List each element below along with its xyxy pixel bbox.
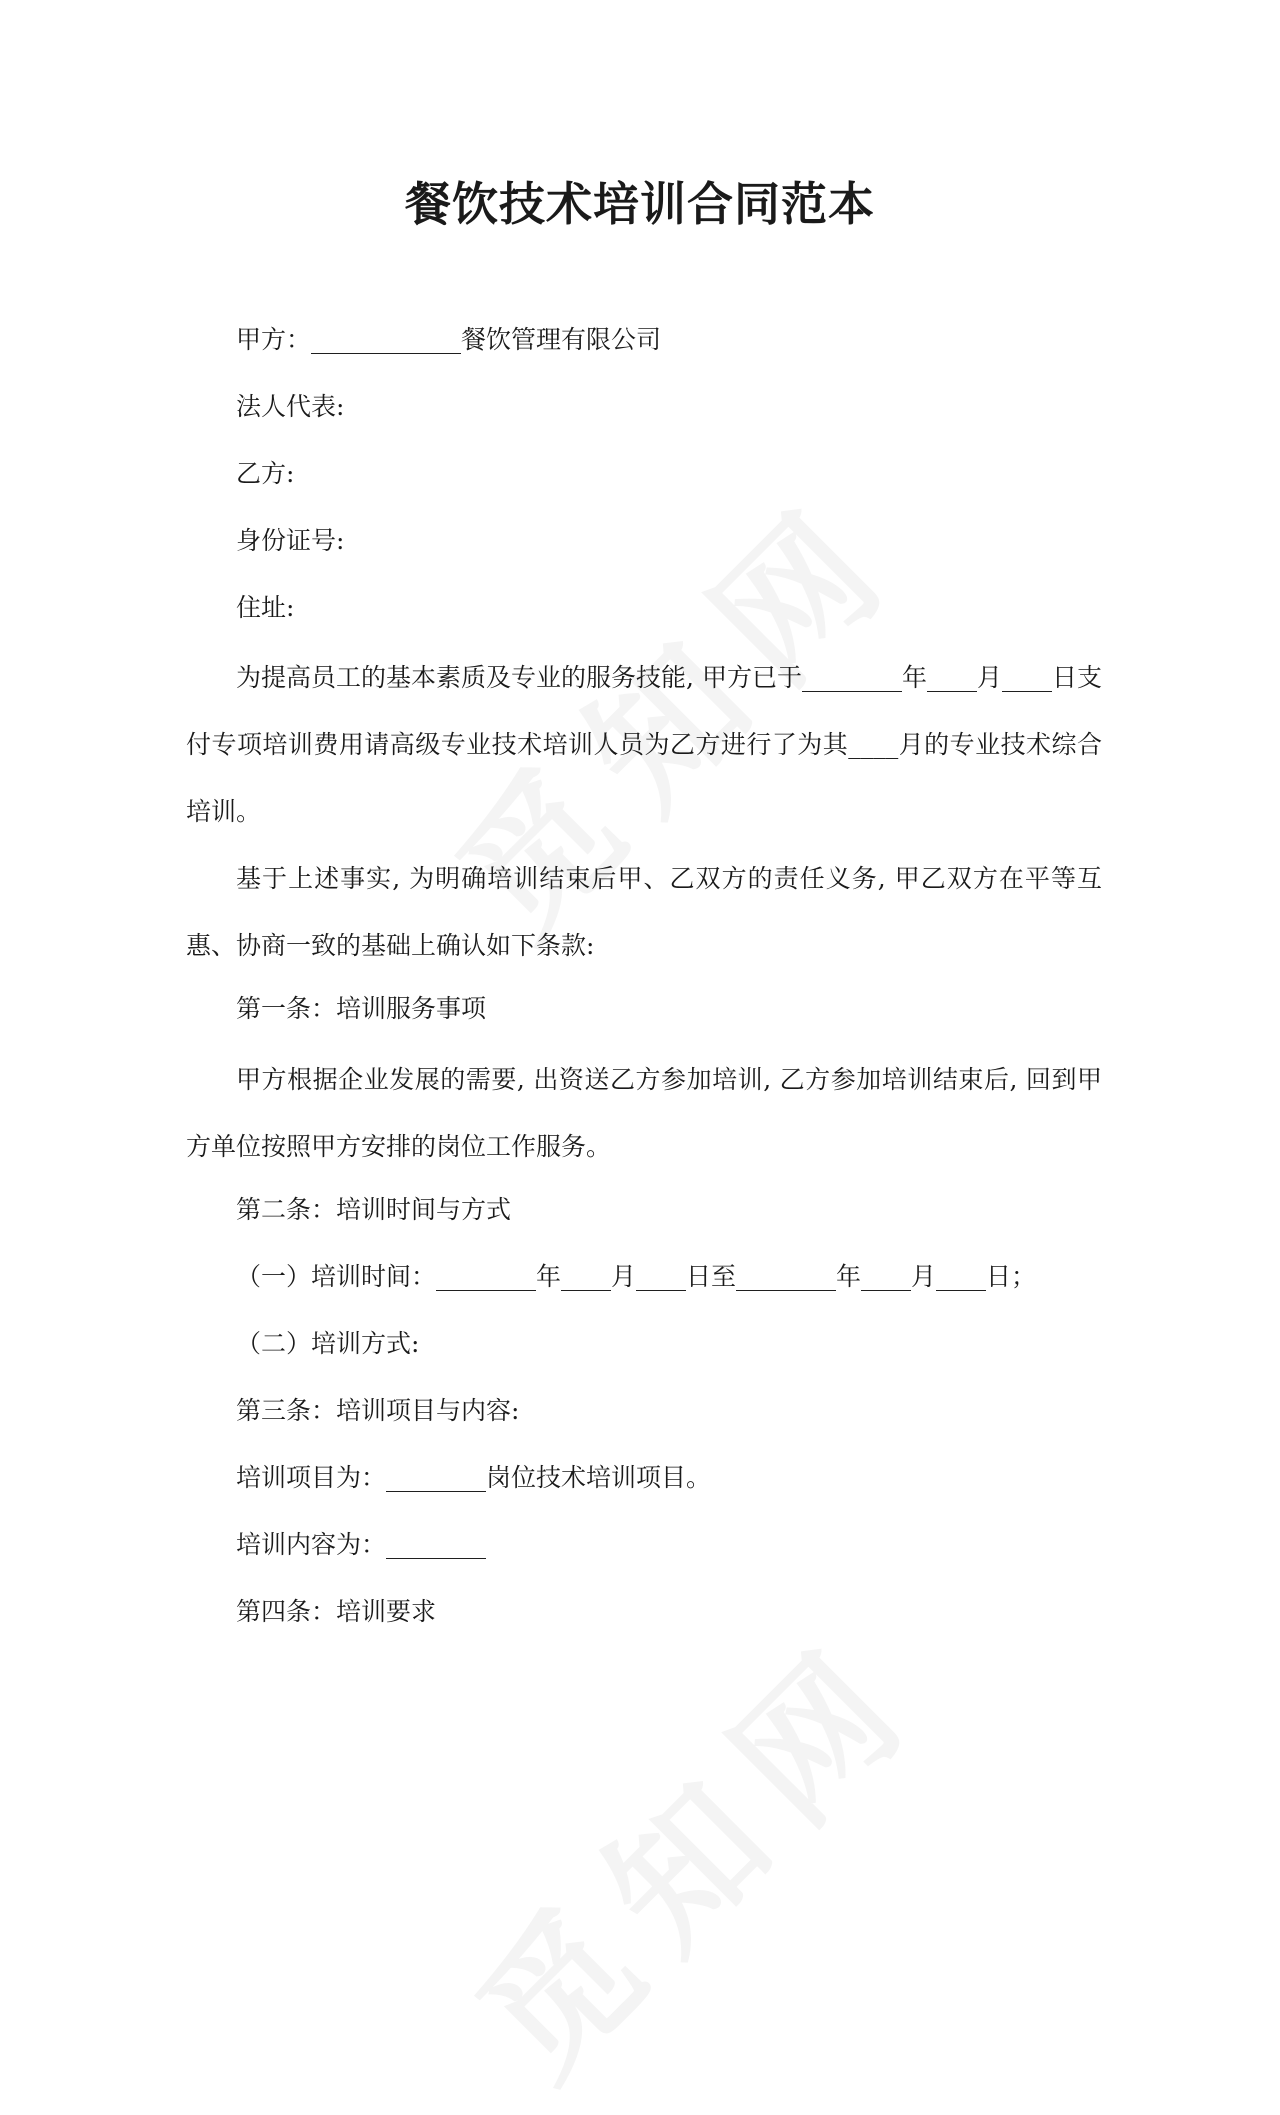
article-3-item-1: 培训项目为：________岗位技术培训项目。 [236, 1463, 712, 1492]
legal-representative-line: 法人代表: [236, 392, 345, 421]
article-3-title: 第三条：培训项目与内容: [236, 1396, 520, 1425]
id-number-line: 身份证号: [236, 526, 345, 555]
article-2-item-2: （二）培训方式: [236, 1329, 420, 1358]
article-2-item-1: （一）培训时间：________年____月____日至________年____月____日； [236, 1262, 1037, 1291]
party-a-line: 甲方：____________餐饮管理有限公司 [236, 325, 662, 354]
watermark-bottom [423, 1581, 958, 2115]
article-3-item-2: 培训内容为：________ [236, 1530, 487, 1559]
address-line: 住址: [236, 593, 295, 622]
article-1-title: 第一条：培训服务事项 [236, 994, 487, 1023]
document-title: 餐饮技术培训合同范本 [405, 177, 875, 231]
article-1-body: 甲方根据企业发展的需要, 出资送乙方参加培训, 乙方参加培训结束后, 回到甲方单位按照甲方安排的岗位工作服务。 [186, 1065, 1102, 1161]
article-2-title: 第二条：培训时间与方式 [236, 1195, 512, 1224]
intro-paragraph: 为提高员工的基本素质及专业的服务技能, 甲方已于________年____月____日支付专项培训费用请高级专业技术培训人员为乙方进行了为其____月的专业技术综合培训。 [186, 663, 1102, 826]
basis-paragraph: 基于上述事实, 为明确培训结束后甲、乙双方的责任义务, 甲乙双方在平等互惠、协商一致的基础上确认如下条款: [186, 864, 1102, 960]
article-4-title: 第四条：培训要求 [236, 1597, 437, 1626]
party-b-line: 乙方: [236, 459, 295, 488]
